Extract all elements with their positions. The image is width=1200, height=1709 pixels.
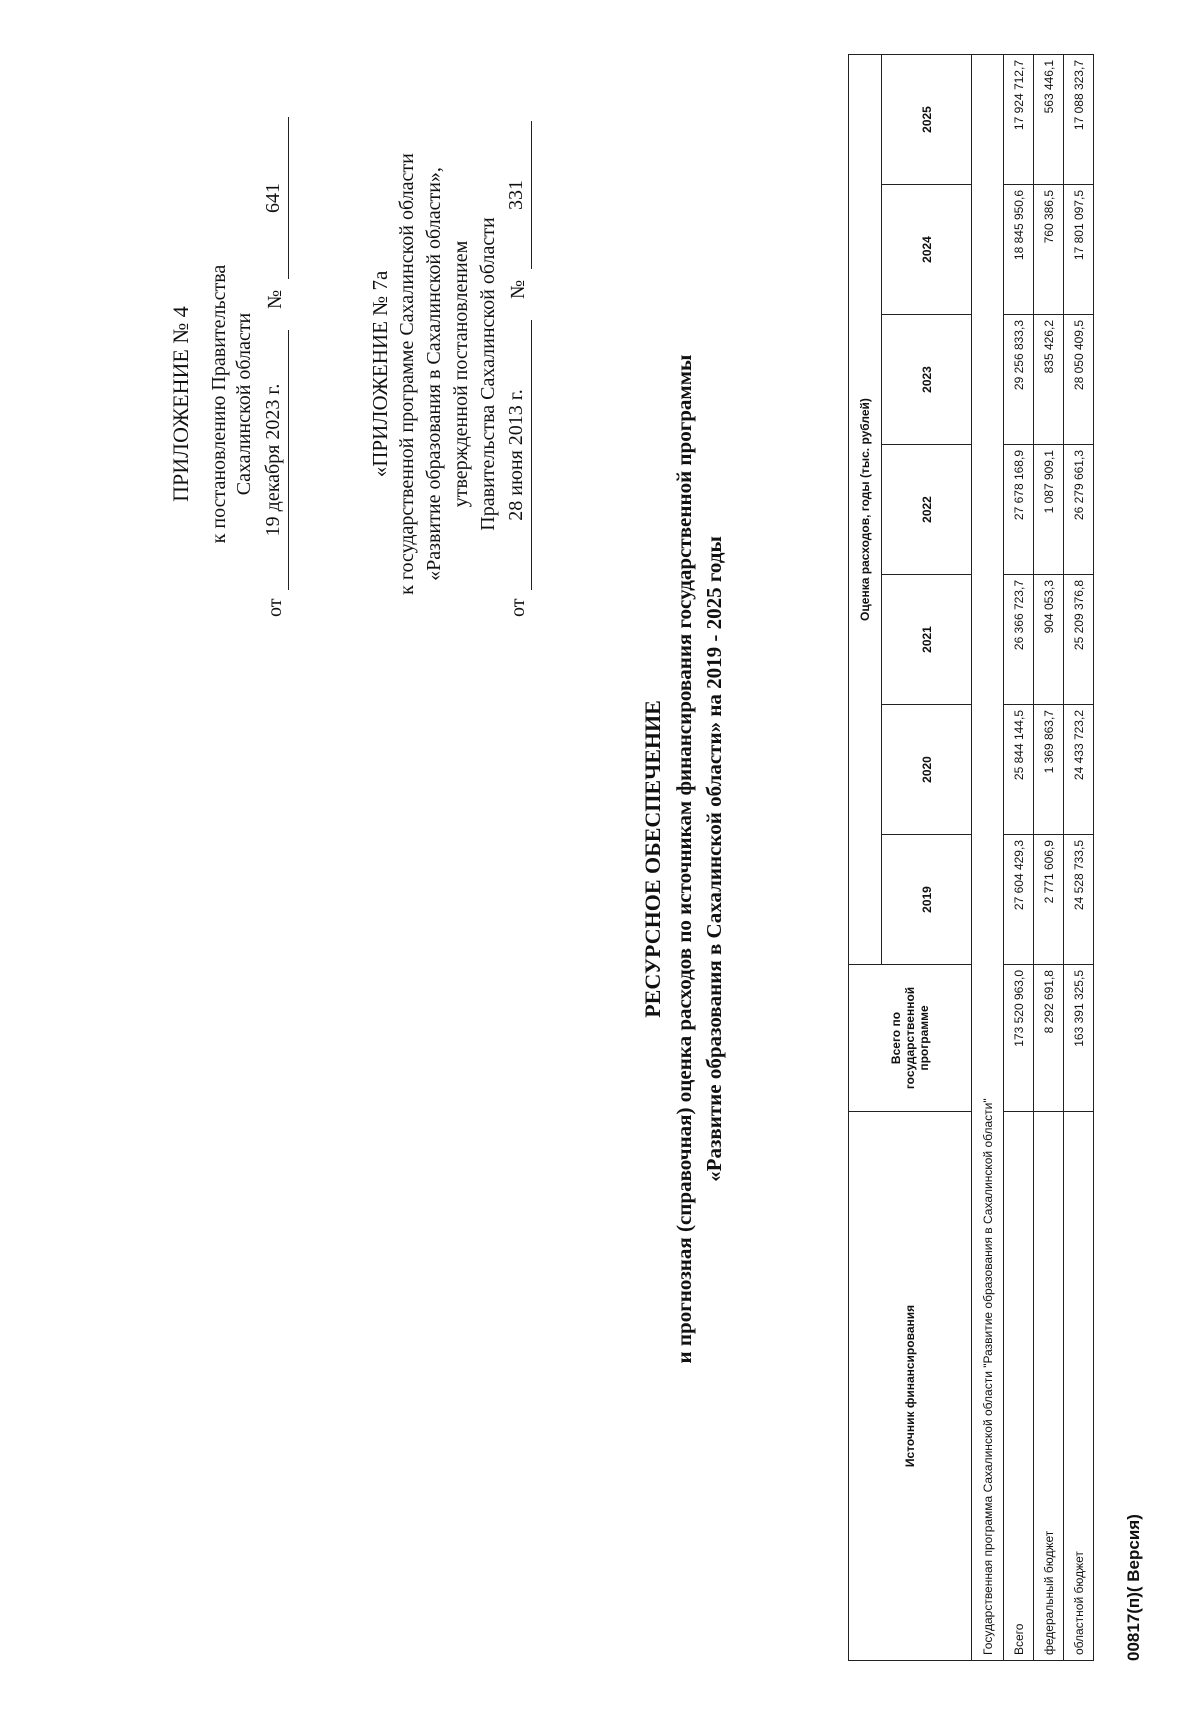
appendix-4-date: 19 декабря 2023 г. [262,330,289,590]
row-year-value: 563 446,1 [1034,55,1064,185]
header-year: 2025 [882,55,972,185]
appendix-7a-date: 28 июня 2013 г. [505,320,532,590]
appendix-7a-line4: Правительства Сахалинской области [477,217,499,531]
appendix-4-signature-row [262,0,290,1709]
document-title: РЕСУРСНОЕ ОБЕСПЕЧЕНИЕ [640,700,665,1018]
header-year: 2021 [882,575,972,705]
row-year-value: 904 053,3 [1034,575,1064,705]
row-source-name: Всего [1004,1112,1034,1661]
appendix-4-number: 641 [262,117,289,279]
row-year-value: 17 801 097,5 [1064,185,1094,315]
row-year-value: 29 256 833,3 [1004,315,1034,445]
header-year: 2024 [882,185,972,315]
header-year: 2019 [882,835,972,965]
row-year-value: 835 426,2 [1034,315,1064,445]
row-year-value: 27 678 168,9 [1004,445,1034,575]
appendix-7a-line1: к государственной программе Сахалинской области [396,153,418,595]
row-year-value: 24 528 733,5 [1064,835,1094,965]
header-year: 2023 [882,315,972,445]
document-subtitle-2: «Развитие образования в Сахалинской области» на 2019 - 2025 годы [702,536,726,1182]
header-source: Источник финансирования [849,1112,972,1661]
row-year-value: 1 369 863,7 [1034,705,1064,835]
document-version-code: 00817(п)( Версия) [1124,1514,1143,1661]
row-source-name: областной бюджет [1064,1112,1094,1661]
header-total: Всего по государственной программе [849,965,972,1112]
number-label: № [264,289,286,309]
row-year-value: 2 771 606,9 [1034,835,1064,965]
row-total-value: 8 292 691,8 [1034,965,1064,1112]
row-year-value: 760 386,5 [1034,185,1064,315]
row-year-value: 25 209 376,8 [1064,575,1094,705]
appendix-7a-line3: утвержденной постановлением [450,240,472,508]
header-year: 2020 [882,705,972,835]
table-row [1064,55,1094,1661]
row-year-value: 28 050 409,5 [1064,315,1094,445]
appendix-4-title: ПРИЛОЖЕНИЕ № 4 [168,306,193,502]
header-year-group: Оценка расходов, годы (тыс. рублей) [849,55,882,965]
from-label: от [507,598,529,617]
row-year-value: 25 844 144,5 [1004,705,1034,835]
appendix-4-line2: Сахалинской области [233,312,255,496]
document-subtitle-1: и прогнозная (справочная) оценка расходов по источникам финансирования государственной программы [672,354,696,1364]
row-year-value: 18 845 950,6 [1004,185,1034,315]
appendix-7a-number: 331 [505,121,532,269]
from-label: от [264,598,286,617]
row-year-value: 24 433 723,2 [1064,705,1094,835]
row-year-value: 27 604 429,3 [1004,835,1034,965]
table-row [1034,55,1064,1661]
appendix-7a-signature-row [505,0,533,1709]
row-year-value: 26 366 723,7 [1004,575,1034,705]
row-year-value: 26 279 661,3 [1064,445,1094,575]
appendix-4-line1: к постановлению Правительства [208,264,230,544]
appendix-7a-title: «ПРИЛОЖЕНИЕ № 7а [368,270,392,478]
number-label: № [507,279,529,299]
row-total-value: 173 520 963,0 [1004,965,1034,1112]
table-row [1004,55,1034,1661]
row-year-value: 17 088 323,7 [1064,55,1094,185]
row-year-value: 17 924 712,7 [1004,55,1034,185]
appendix-7a-line2: «Развитие образования в Сахалинской области», [423,167,445,581]
funding-table [848,54,1094,1661]
row-year-value: 1 087 909,1 [1034,445,1064,575]
row-total-value: 163 391 325,5 [1064,965,1094,1112]
header-year: 2022 [882,445,972,575]
row-source-name: федеральный бюджет [1034,1112,1064,1661]
program-name-row: Государственная программа Сахалинской области "Развитие образования в Сахалинской области" [972,55,1004,1661]
